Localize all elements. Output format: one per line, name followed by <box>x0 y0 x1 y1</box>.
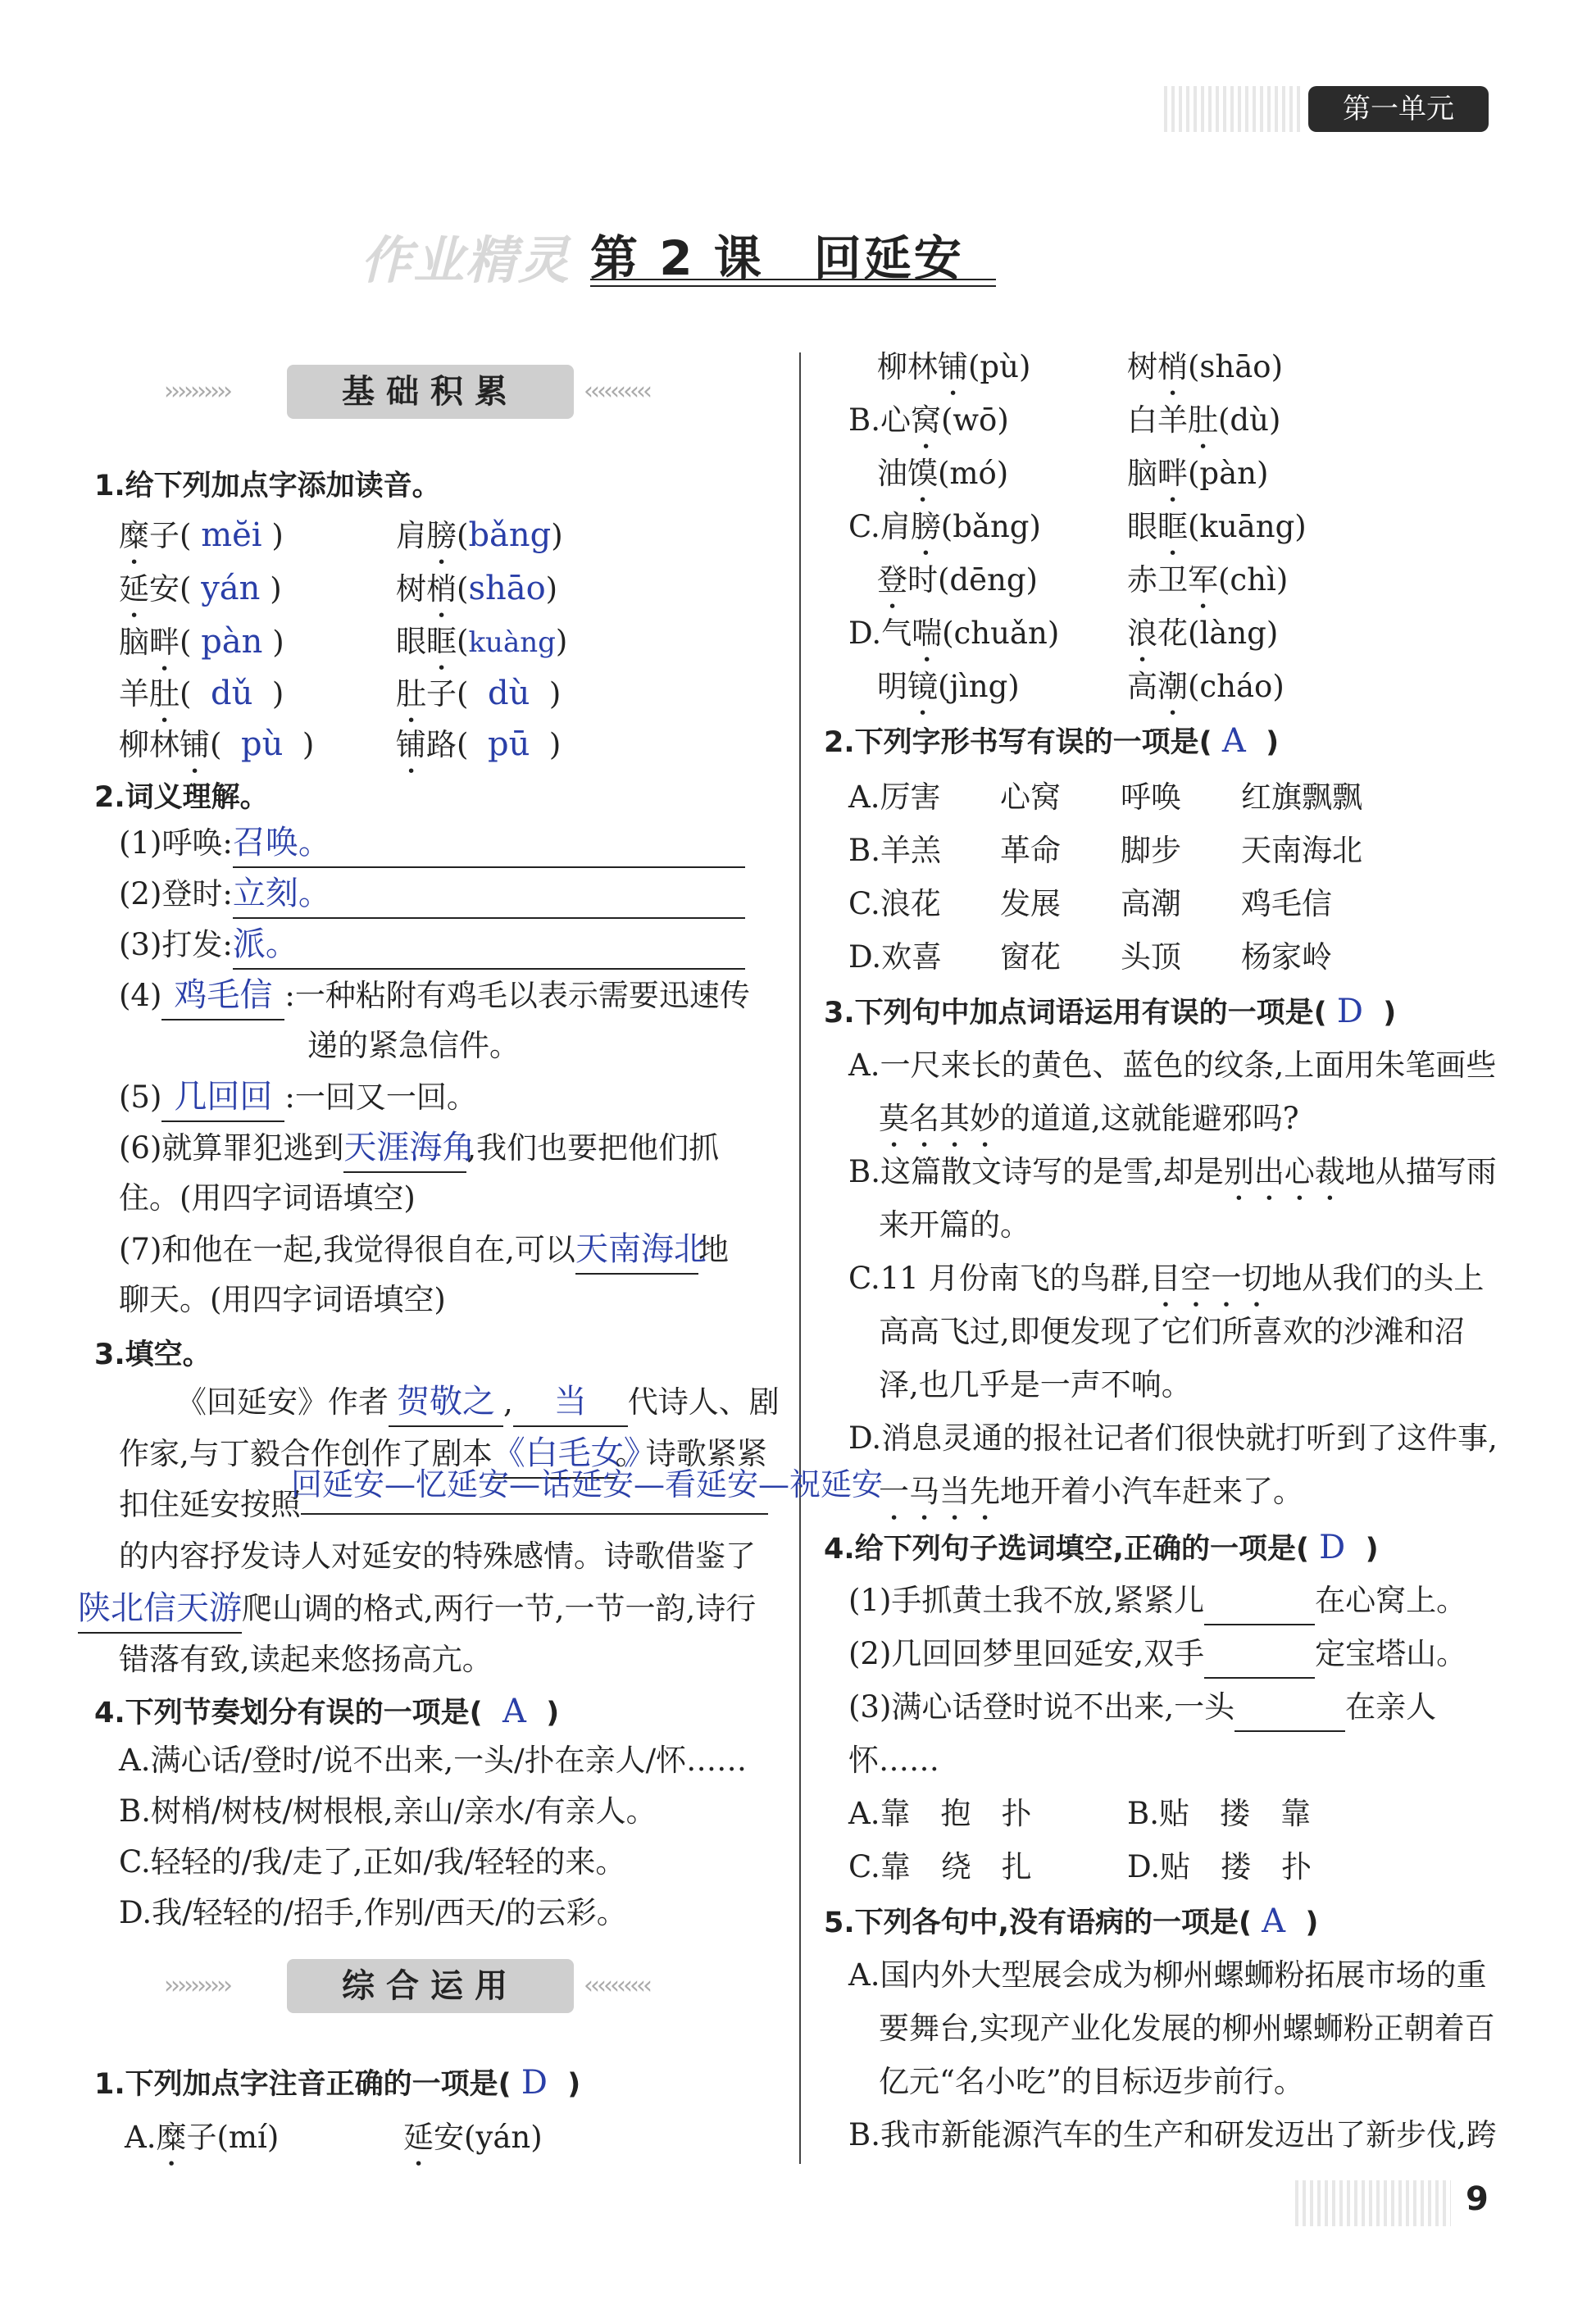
question-3-stem: 3.填空。 <box>94 1339 211 1371</box>
option-d: D.欢喜 窗花 头顶 杨家岭 <box>848 939 1332 975</box>
option-row: C.肩膀(bǎng) <box>848 509 1041 544</box>
pinyin-item: 羊肚( dǔ ) <box>119 675 284 712</box>
pinyin-item: 柳林铺( pù ) <box>119 725 315 763</box>
meaning-item: (1)呼唤:召唤。 <box>119 820 745 868</box>
option-b: B.贴 搂 靠 <box>1127 1796 1311 1831</box>
pinyin-item: 铺路( pū ) <box>396 725 562 763</box>
question-4-stem: 4.下列节奏划分有误的一项是( A ) <box>94 1693 560 1730</box>
fill-line: 的内容抒发诗人对延安的特殊感情。诗歌借鉴了 <box>119 1539 756 1574</box>
pinyin-item: 树梢(shāo) <box>396 570 558 607</box>
question-2-stem: 2.词义理解。 <box>94 781 269 814</box>
pinyin-item: 眼眶(kuàng) <box>396 624 568 659</box>
option-row: 白羊肚(dù) <box>1127 402 1281 438</box>
option-row: 树梢(shāo) <box>1127 349 1284 384</box>
option-b-cont: 来开篇的。 <box>879 1207 1030 1243</box>
option-row: B.心窝(wō) <box>848 402 1009 438</box>
pinyin-item: 延安( yán ) <box>119 570 282 607</box>
fill-line: 扣住延安按照 <box>119 1482 768 1528</box>
applied-question-1-stem: 1.下列加点字注音正确的一项是( D ) <box>94 2064 581 2102</box>
applied-question-5-stem: 5.下列各句中,没有语病的一项是( A ) <box>824 1902 1319 1940</box>
section-header-basic <box>164 365 705 419</box>
applied-question-4-stem: 4.给下列句子选词填空,正确的一项是( D ) <box>824 1529 1379 1566</box>
option-c: C.11 月份南飞的鸟群,目空一切地从我们的头上 <box>848 1261 1485 1296</box>
applied-question-3-stem: 3.下列句中加点词语运用有误的一项是( D ) <box>824 993 1397 1030</box>
meaning-item-cont: 住。(用四字词语填空) <box>119 1180 416 1216</box>
option-row: 脑畔(pàn) <box>1127 456 1269 491</box>
unit-tab: 第一单元 <box>1308 86 1489 132</box>
option-a: A.糜子(mí) <box>125 2120 280 2155</box>
option-a: A.满心话/登时/说不出来,一头/扑在亲人/怀…… <box>119 1743 748 1778</box>
option-a: A.一尺来长的黄色、蓝色的纹条,上面用朱笔画些 <box>848 1048 1497 1083</box>
fill-line: 陕北信天游爬山调的格式,两行一节,一节一韵,诗行 <box>78 1585 756 1634</box>
option-b: B.这篇散文诗写的是雪,却是别出心裁地从描写雨 <box>848 1154 1497 1189</box>
option-d: D.我/轻轻的/招手,作别/西天/的云彩。 <box>119 1895 627 1930</box>
chevron-right-icon: ›››››››››› <box>164 1971 230 2000</box>
option-row: 登时(dēng) <box>877 562 1038 598</box>
meaning-item-cont: 聊天。(用四字词语填空) <box>119 1282 446 1317</box>
meaning-item: (6)就算罪犯逃到天涯海角,我们也要把他们抓 <box>119 1125 719 1173</box>
section-header-applied <box>164 1959 705 2013</box>
option-b: B.我市新能源汽车的生产和研发迈出了新步伐,跨 <box>848 2117 1497 2152</box>
footer-decoration <box>1295 2180 1451 2226</box>
fill-sentence-cont: 怀…… <box>848 1743 939 1778</box>
option-a: A.厉害 心窝 呼唤 红旗飘飘 <box>848 780 1362 815</box>
option-d: D.贴 搂 扑 <box>1127 1849 1312 1884</box>
chevron-left-icon: ‹‹‹‹‹‹‹‹‹‹ <box>584 377 649 406</box>
fill-line: 作家,与丁毅合作创作了剧本《白毛女》。诗歌紧紧 <box>119 1430 767 1479</box>
option-d: D.消息灵通的报社记者们很快就打听到了这件事, <box>848 1420 1498 1456</box>
meaning-item: (2)登时:立刻。 <box>119 870 745 919</box>
pinyin-item: 肩膀(bǎng) <box>396 516 563 554</box>
page-title: 第 2 课 回延安 <box>590 230 964 286</box>
option-row: 油馍(mó) <box>877 456 1009 491</box>
chevron-left-icon: ‹‹‹‹‹‹‹‹‹‹ <box>584 1971 649 2000</box>
header-decoration <box>1164 86 1303 132</box>
option-row: 柳林铺(pù) <box>877 349 1031 384</box>
fill-sentence: (1)手抓黄土我不放,紧紧儿 在心窝上。 <box>848 1578 1466 1625</box>
option-row: 浪花(làng) <box>1127 616 1279 651</box>
column-divider <box>799 352 801 2164</box>
option-row: 赤卫军(chì) <box>1127 562 1289 598</box>
option-a-cont: 亿元“名小吃”的目标迈步前行。 <box>879 2064 1304 2099</box>
meaning-item: (7)和他在一起,我觉得很自在,可以天南海北地 <box>119 1226 729 1275</box>
option-a-cont: 要舞台,实现产业化发展的柳州螺蛳粉正朝着百 <box>879 2011 1495 2046</box>
fill-sentence: (3)满心话登时说不出来,一头 在亲人 <box>848 1684 1436 1732</box>
option-c-cont: 高高飞过,即便发现了它们所喜欢的沙滩和沼 <box>879 1314 1465 1349</box>
option-row: D.气喘(chuǎn) <box>848 616 1060 651</box>
applied-question-2-stem: 2.下列字形书写有误的一项是( A ) <box>824 722 1280 760</box>
option-c: C.浪花 发展 高潮 鸡毛信 <box>848 886 1332 921</box>
option-c: C.靠 绕 扎 <box>848 1849 1032 1884</box>
pinyin-item: 糜子( mĕi ) <box>119 516 284 554</box>
fill-answer-outline: 回延安—忆延安—话延安—看延安—祝延安 <box>291 1466 884 1502</box>
option-b: B.树梢/树枝/树根根,亲山/亲水/有亲人。 <box>119 1793 657 1829</box>
option-row: 明镜(jìng) <box>877 669 1020 704</box>
option-row: 眼眶(kuāng) <box>1127 509 1307 544</box>
option-d-cont: 一马当先地开着小汽车赶来了。 <box>879 1474 1303 1509</box>
fill-line: 错落有致,读起来悠扬高亢。 <box>119 1642 493 1677</box>
meaning-item: (5) 几回回 :一回又一回。 <box>119 1074 477 1122</box>
page-number: 9 <box>1466 2180 1489 2218</box>
option-a: A.国内外大型展会成为柳州螺蛳粉拓展市场的重 <box>848 1957 1487 1993</box>
option-b: B.羊羔 革命 脚步 天南海北 <box>848 833 1362 868</box>
option-a: A.靠 抱 扑 <box>848 1796 1032 1831</box>
pinyin-item: 脑畔( pàn ) <box>119 623 284 661</box>
section-title-basic: 基础积累 <box>287 365 574 419</box>
option-row: 高潮(cháo) <box>1127 669 1285 704</box>
pinyin-item: 肚子( dù ) <box>396 675 562 712</box>
title-underline <box>590 279 996 287</box>
meaning-item: (4) 鸡毛信 :一种粘附有鸡毛以表示需要迅速传 <box>119 972 750 1020</box>
option-a-cont: 莫名其妙的道道,这就能避邪吗? <box>879 1101 1299 1136</box>
watermark-logo: 作业精灵 <box>361 230 571 290</box>
option-c-cont: 泽,也几乎是一声不响。 <box>879 1367 1192 1402</box>
fill-sentence: (2)几回回梦里回延安,双手 定宝塔山。 <box>848 1631 1466 1679</box>
question-1-stem: 1.给下列加点字添加读音。 <box>94 470 441 502</box>
option-a-2: 延安(yán) <box>403 2120 543 2155</box>
section-title-applied: 综合运用 <box>287 1959 574 2013</box>
meaning-item-cont: 递的紧急信件。 <box>307 1028 520 1063</box>
option-c: C.轻轻的/我/走了,正如/我/轻轻的来。 <box>119 1844 626 1880</box>
chevron-right-icon: ›››››››››› <box>164 377 230 406</box>
fill-line: 《回延安》作者 贺敬之 , 当 代诗人、剧 <box>176 1379 780 1427</box>
meaning-item: (3)打发:派。 <box>119 921 745 970</box>
